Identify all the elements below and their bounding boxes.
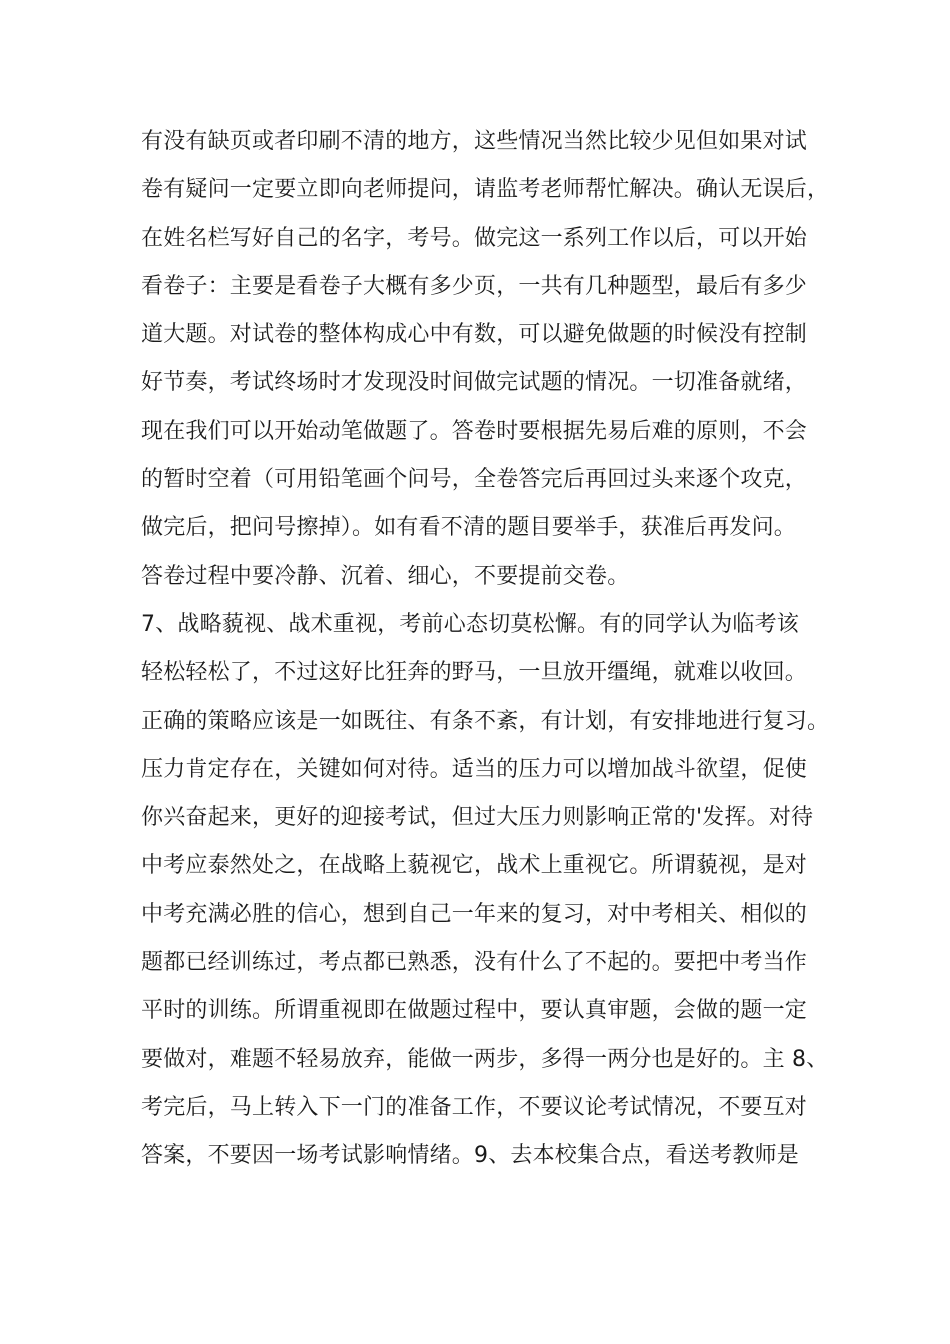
text-line: 答案，不要因一场考试影响情绪。9、去本校集合点，看送考教师是 <box>141 1143 799 1169</box>
text-line: 轻松轻松了，不过这好比狂奔的野马，一旦放开缰绳，就难以收回。 <box>141 660 808 686</box>
text-line: 的暂时空着（可用铅笔画个问号，全卷答完后再回过头来逐个攻克， <box>141 467 808 493</box>
text-line: 好节奏，考试终场时才发现没时间做完试题的情况。一切准备就绪， <box>141 370 808 396</box>
text-line: 考完后，马上转入下一门的准备工作，不要议论考试情况，不要互对 <box>141 1094 808 1120</box>
text-line: 有没有缺页或者印刷不清的地方，这些情况当然比较少见但如果对试 <box>141 129 808 154</box>
text-line: 中考充满必胜的信心，想到自己一年来的复习，对中考相关、相似的 <box>141 901 808 927</box>
text-line: 要做对，难题不轻易放弃，能做一两步，多得一两分也是好的。主 8、 <box>141 1046 829 1072</box>
text-line: 答卷过程中要冷静、沉着、细心，不要提前交卷。 <box>141 563 630 589</box>
text-line: 现在我们可以开始动笔做题了。答卷时要根据先易后难的原则，不会 <box>141 418 808 444</box>
text-line: 题都已经训练过，考点都已熟悉，没有什么了不起的。要把中考当作 <box>141 950 808 976</box>
text-line: 卷有疑问一定要立即向老师提问，请监考老师帮忙解决。确认无误后， <box>141 177 830 203</box>
text-line: 压力肯定存在，关键如何对待。适当的压力可以增加战斗欲望，促使 <box>141 756 808 782</box>
text-line: 平时的训练。所谓重视即在做题过程中，要认真审题，会做的题一定 <box>141 998 808 1024</box>
text-line: 道大题。对试卷的整体构成心中有数，可以避免做题的时候没有控制 <box>141 322 808 348</box>
text-line: 看卷子：主要是看卷子大概有多少页，一共有几种题型，最后有多少 <box>141 273 808 299</box>
text-line: 7、战略藐视、战术重视，考前心态切莫松懈。有的同学认为临考该 <box>141 611 799 637</box>
text-line: 做完后，把问号擦掉）。如有看不清的题目要举手，获准后再发问。 <box>141 515 797 541</box>
body-text <box>141 118 841 1181</box>
text-line: 正确的策略应该是一如既往、有条不紊，有计划，有安排地进行复习。 <box>141 708 830 734</box>
text-line: 在姓名栏写好自己的名字，考号。做完这一系列工作以后，可以开始 <box>141 225 808 251</box>
text-line: 你兴奋起来，更好的迎接考试，但过大压力则影响正常的'发挥。对待 <box>141 805 814 831</box>
text-line: 中考应泰然处之，在战略上藐视它，战术上重视它。所谓藐视，是对 <box>141 853 808 879</box>
